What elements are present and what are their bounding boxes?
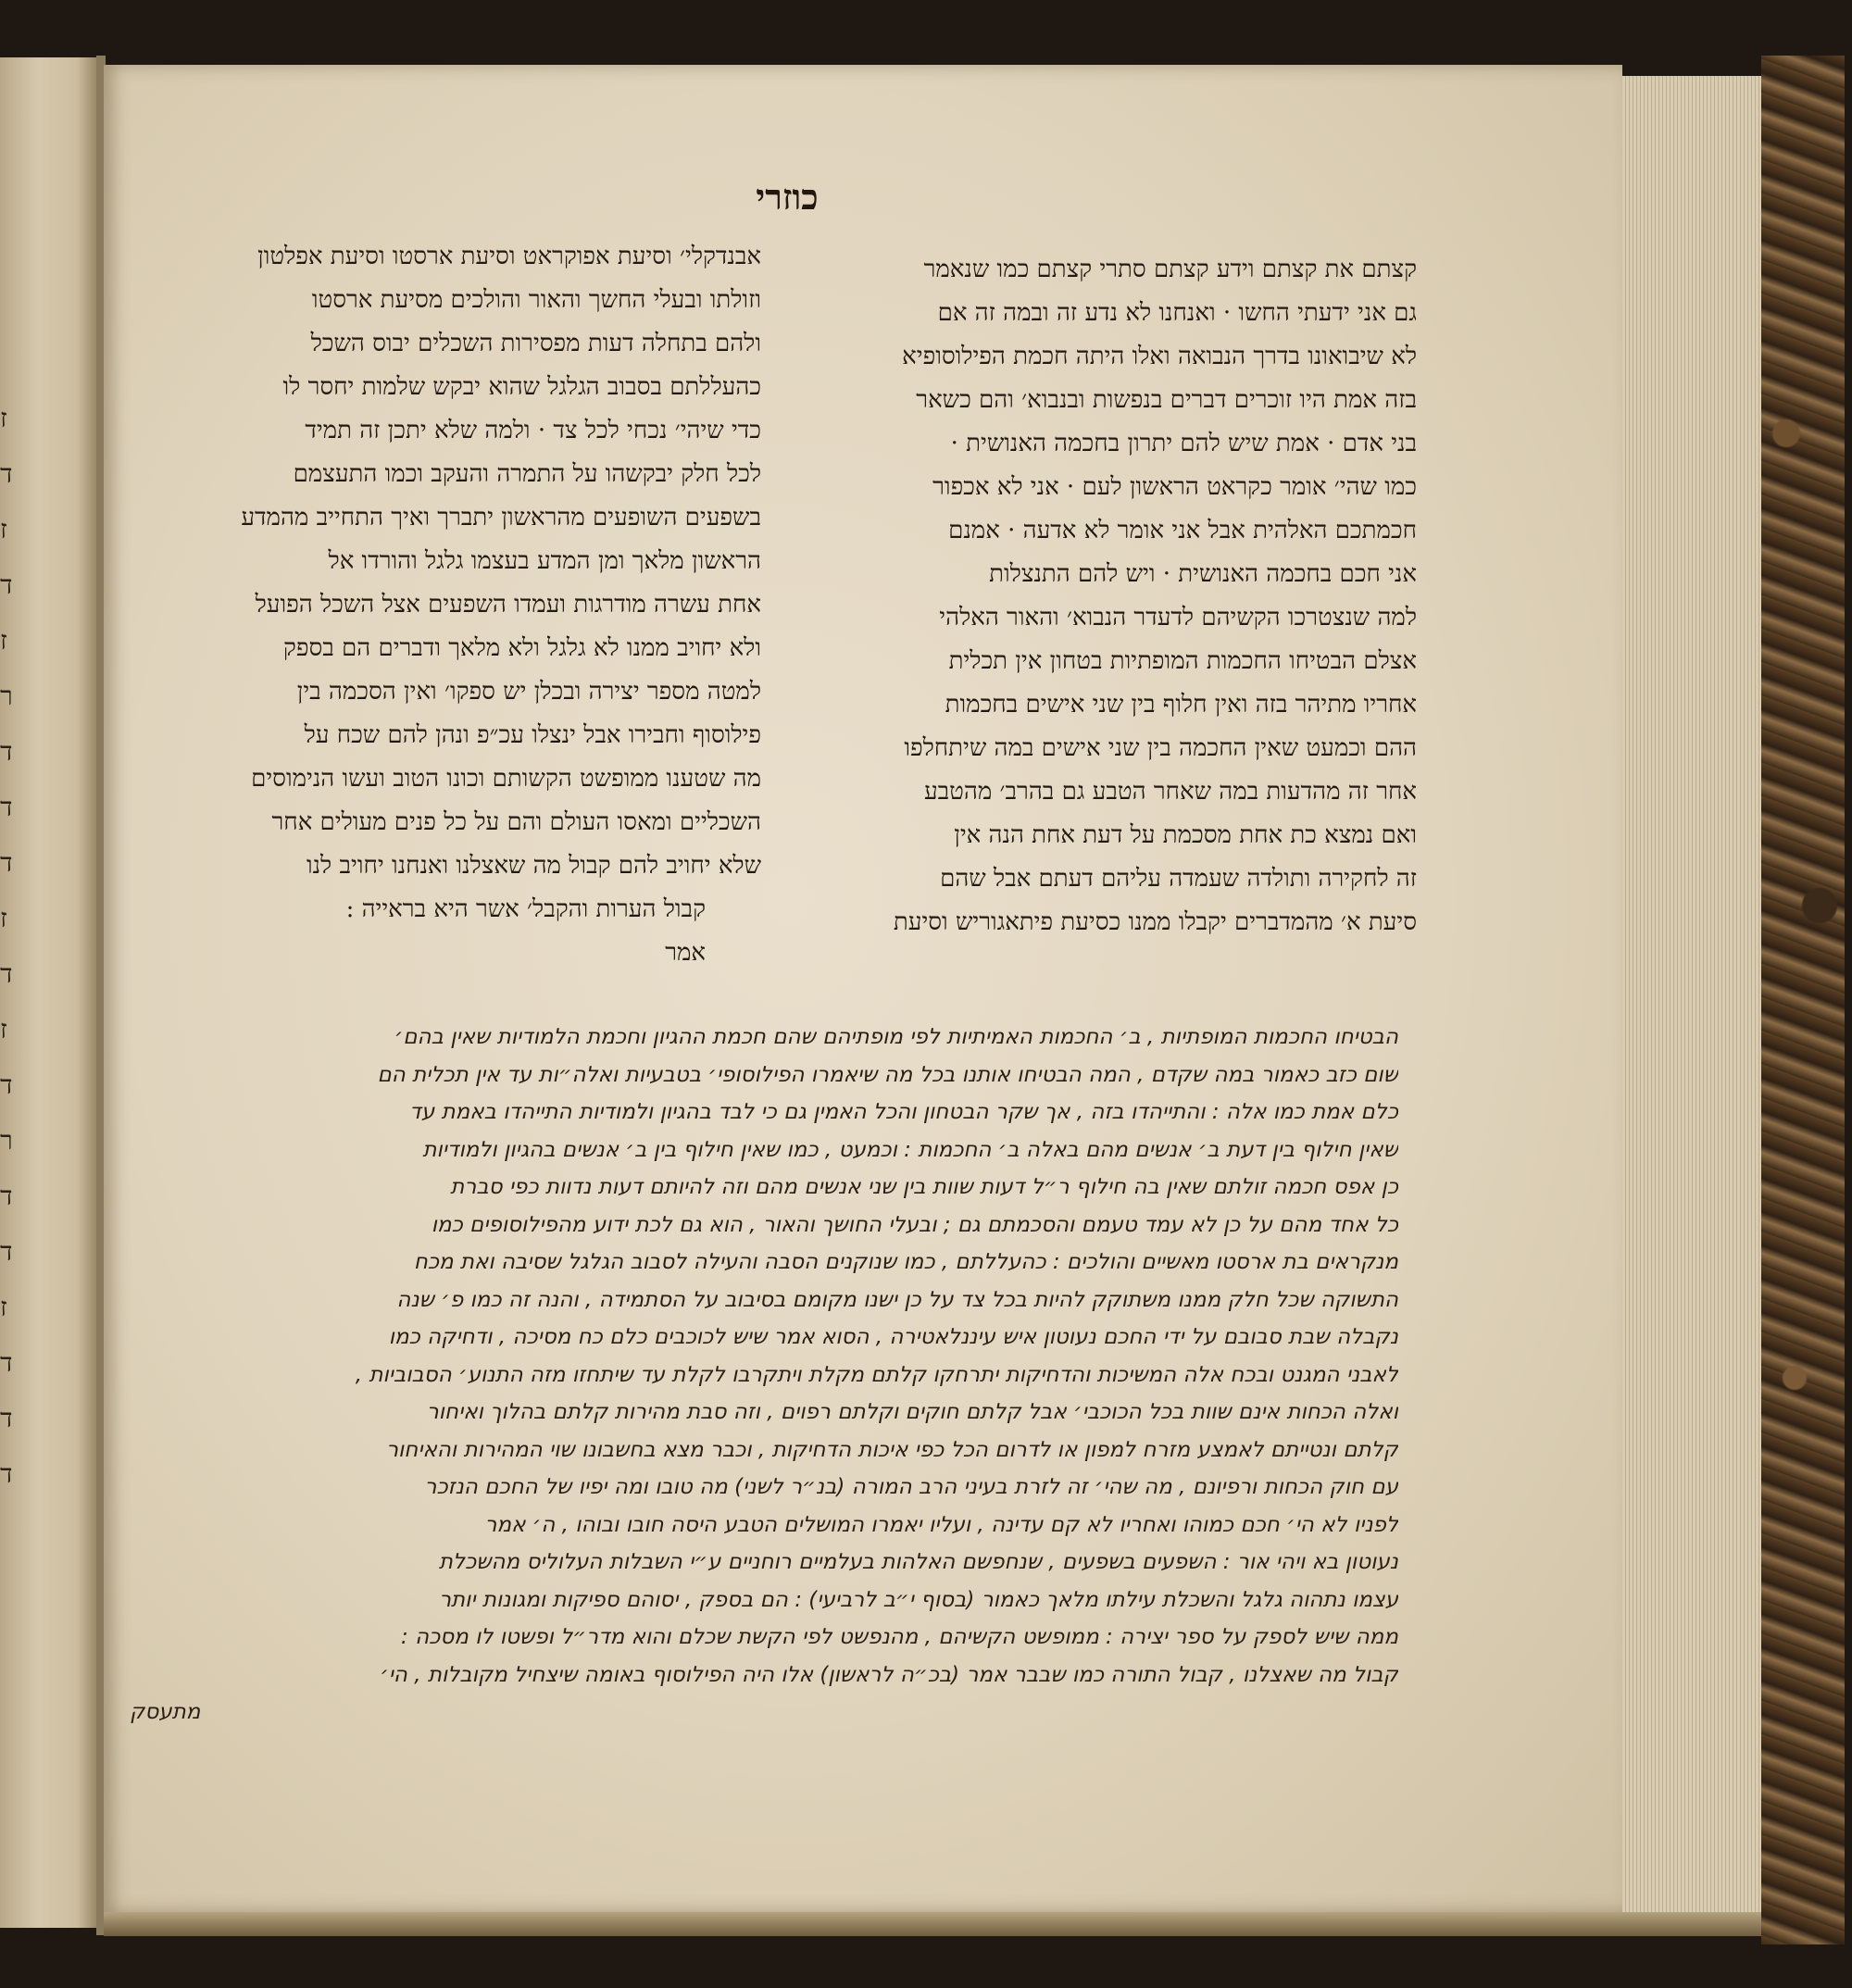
text-line: אחר זה מהדעות במה שאחר הטבע גם בהרב׳ מהטבע	[923, 778, 1417, 806]
text-line: שלא יחויב להם קבול מה שאצלנו ואנחנו יחויב לנו	[306, 852, 761, 880]
text-line: בשפעים השופעים מהראשון יתברך ואיך התחייב מהמדע	[241, 504, 761, 531]
text-line: עם חוק הכחות ורפיונם , מה שהי׳ זה לזרת בעיני הרב המורה (בנ״ר לשני) מה טובו ומה יפיו של החכם הנזכר	[424, 1475, 1398, 1499]
text-line: מה שטענו ממופשט הקשותם וכונו הטוב ועשו הנימוסים	[251, 765, 761, 793]
text-line: כל אחד מהם על כן לא עמד טעמם והסכמתם גם ; ובעלי החושך והאור , הוא גם לכת ידוע מהפילוסופים כמו	[431, 1212, 1398, 1237]
text-line: מתעסק	[130, 1700, 201, 1724]
text-line: בזה אמת היו זוכרים דברים בנפשות ובנבוא׳ והם כשאר	[916, 386, 1417, 414]
text-line: גם אני ידעתי החשו · ואנחנו לא נדע זה ובמה זה אם	[937, 299, 1417, 327]
text-line: מנקראים בת ארסטו מאשיים והולכים : כהעללתם , כמו שנוקנים הסבה והעילה לסבוב הגלגל שסיבה ואת מכח	[413, 1250, 1398, 1274]
text-line: קלתם ונטייתם לאמצע מזרח למפון או לדרום הכל כפי איכות הדחיקות , וכבר מצא בחשבונו שוי המהירות והאיחור	[386, 1437, 1398, 1462]
text-line: אחריו מתיהר בזה ואין חלוף בין שני אישים בחכמות	[945, 691, 1417, 719]
text-line: למה שנצטרכו הקשיהם לדעדר הנבוא׳ והאור האלהי	[939, 604, 1417, 631]
text-line: התשוקה שכל חלק ממנו משתוקק להיות בכל צד על כן ישנו מקומם בסיבוב על הסתמידה , והנה זה כמו פ׳ שנה	[396, 1287, 1398, 1312]
text-line: קבול מה שאצלנו , קבול התורה כמו שבבר אמר (בכ״ה לראשון) אלו היה הפילוסוף באומה שיצחיל מקובלות , הי׳	[380, 1662, 1398, 1687]
text-line: אבנדקלי׳ וסיעת אפוקראט וסיעת ארסטו וסיעת אפלטון	[257, 243, 761, 270]
text-line: ממה שיש לספק על ספר יצירה : ממופשט הקשיהם , מהנפשט לפי הקשת שכלם והוא מדר״ל ופשטו לו מסכה :	[401, 1625, 1398, 1649]
commentary-footnotes	[130, 1019, 1398, 1732]
text-line: כדי שיהי׳ נכחי לכל צד · ולמה שלא יתכן זה תמיד	[305, 417, 761, 444]
text-line: שום כזב כאמור במה שקדם , המה הבטיחו אותנו בכל מה שיאמרו הפילוסופי׳ בטבעיות ואלה״ות עד אין תכלית הם	[377, 1062, 1398, 1087]
text-line: ולא יחויב ממנו לא גלגל ולא מלאך ודברים הם בספק	[282, 634, 761, 662]
text-line: הבטיחו החכמות המופתיות , ב׳ החכמות האמיתיות לפי מופתיהם שהם חכמת ההגיון וחכמת הלמודיות שאין בהם׳	[394, 1025, 1398, 1049]
text-line: נעוטון בא ויהי אור : השפעים בשפעים , שנחפשם האלהות בעלמיים רוחניים ע״י השבלות העלוליס מהשכלת	[438, 1550, 1398, 1574]
text-line: לפניו לא הי׳ חכם כמוהו ואחריו לא קם עדינה , ועליו יאמרו המושלים הטבע היסה חובו ובוהו , ה׳ אמר	[484, 1512, 1398, 1537]
text-line: הראשון מלאך ומן המדע בעצמו גלגל והורדו אל	[328, 547, 761, 575]
text-line: סיעת א׳ מהמדברים יקבלו ממנו כסיעת פיתאגוריש וסיעת	[893, 908, 1417, 936]
main-text-right-column	[795, 248, 1417, 944]
text-line: לא שיבואונו בדרך הנבואה ואלו היתה חכמת הפילוסופיא	[902, 343, 1417, 370]
text-line: ההם וכמעט שאין החכמה בין שני אישים במה שיתחלפו	[904, 734, 1417, 762]
text-line: כהעללתם בסבוב הגלגל שהוא יבקש שלמות יחסר לו	[282, 373, 761, 401]
page-bottom-edge	[104, 1912, 1761, 1936]
marbled-cover	[1761, 56, 1845, 1944]
text-line: ואלה הכחות אינם שוות בכל הכוכבי׳ אבל קלתם חוקים וקלתם רפוים , וזה סבת מהירות קלתם בהלוך ואיחור	[426, 1400, 1398, 1424]
text-line: אחת עשרה מודרגות ועמדו השפעים אצל השכל הפועל	[255, 591, 761, 619]
text-line: כן אפס חכמה זולתם שאין בה חילוף ר״ל דעות שוות בין שני אנשים מהם וזה להיותם דעות נדוות כפי סברת	[450, 1175, 1398, 1199]
text-line: למטה מספר יצירה ובכלן יש ספקו׳ ואין הסכמה בין	[296, 678, 761, 706]
text-line: חכמתכם האלהית אבל אני אומר לא אדעה · אמנם	[948, 517, 1417, 544]
text-line: לכל חלק יבקשהו על התמרה והעקב וכמו התעצמם	[293, 460, 761, 488]
facing-page-edge	[0, 57, 96, 1928]
page-block-edges	[1622, 76, 1761, 1914]
text-line: השכליים ומאסו העולם והם על כל פנים מעולים אחר	[271, 808, 761, 836]
text-line: לאבני המגנט ובכח אלה המשיכות והדחיקות יתרחקו קלתם מקלת ויתקרבו לקלת עד שיתחזו מזה התנוע׳ הסבוביות ,	[355, 1362, 1398, 1387]
text-line: פילוסוף וחבירו אבל ינצלו עכ״פ ונהן להם שכח על	[304, 721, 761, 749]
text-line: ואם נמצא כת אחת מסכמת על דעת אחת הנה אין	[954, 821, 1417, 849]
text-line: נקבלה שבת סבובם על ידי החכם נעוטון איש עיננלאטירה , הסוא אמר שיש לכוכבים כלם כח מסיכה , ודחיקה כמו	[388, 1325, 1398, 1349]
text-line: ולהם בתחלה דעות מפסירות השכלים יבוס השכל	[310, 330, 761, 357]
text-line: אני חכם בחכמה האנושית · ויש להם התנצלות	[989, 560, 1417, 588]
text-line: בני אדם · אמת שיש להם יתרון בחכמה האנושית ·	[950, 430, 1417, 457]
text-line: שאין חילוף בין דעת ב׳ אנשים מהם באלה ב׳ החכמות : וכמעט , כמו שאין חילוף בין ב׳ אנשים בהגיון ולמודיות	[422, 1137, 1398, 1162]
text-line: כמו שהי׳ אומר כקראט הראשון לעם · אני לא אכפור	[932, 473, 1417, 501]
text-line: קצתם את קצתם וידע קצתם סתרי קצתם כמו שנאמר	[923, 256, 1417, 283]
text-line: כלם אמת כמו אלה : והתייהדו בזה , אך שקר הבטחון והכל האמין גם כי לבד בהגיון ולמודיות התייהדו באמת עד	[409, 1100, 1398, 1124]
text-line: וזולתו ובעלי החשך והאור והולכים מסיעת ארסטו	[311, 286, 761, 314]
facing-page-letters: ז ד ז ד ז ר ד ד ד ז ד ז ד ר ד ד ז ד ד ד	[0, 403, 13, 1489]
text-line: אצלם הבטיחו החכמות המופתיות בטחון אין תכלית	[948, 647, 1417, 675]
running-head: כוזרי	[756, 176, 819, 218]
text-line: עצמו נתהוה גלגל והשכלת עילתו מלאך כאמור (בסוף י״ב לרביעי) : הם בספק , יסוהם ספיקות ומגונות יותר	[439, 1587, 1398, 1612]
text-line: זה לחקירה ותולדה שעמדה עליהם דעתם אבל שהם	[940, 865, 1417, 893]
text-line: קבול הערות והקבל׳ אשר היא בראייה :	[345, 895, 706, 923]
text-line: אמר	[665, 939, 706, 967]
main-text-left-column	[139, 235, 761, 975]
